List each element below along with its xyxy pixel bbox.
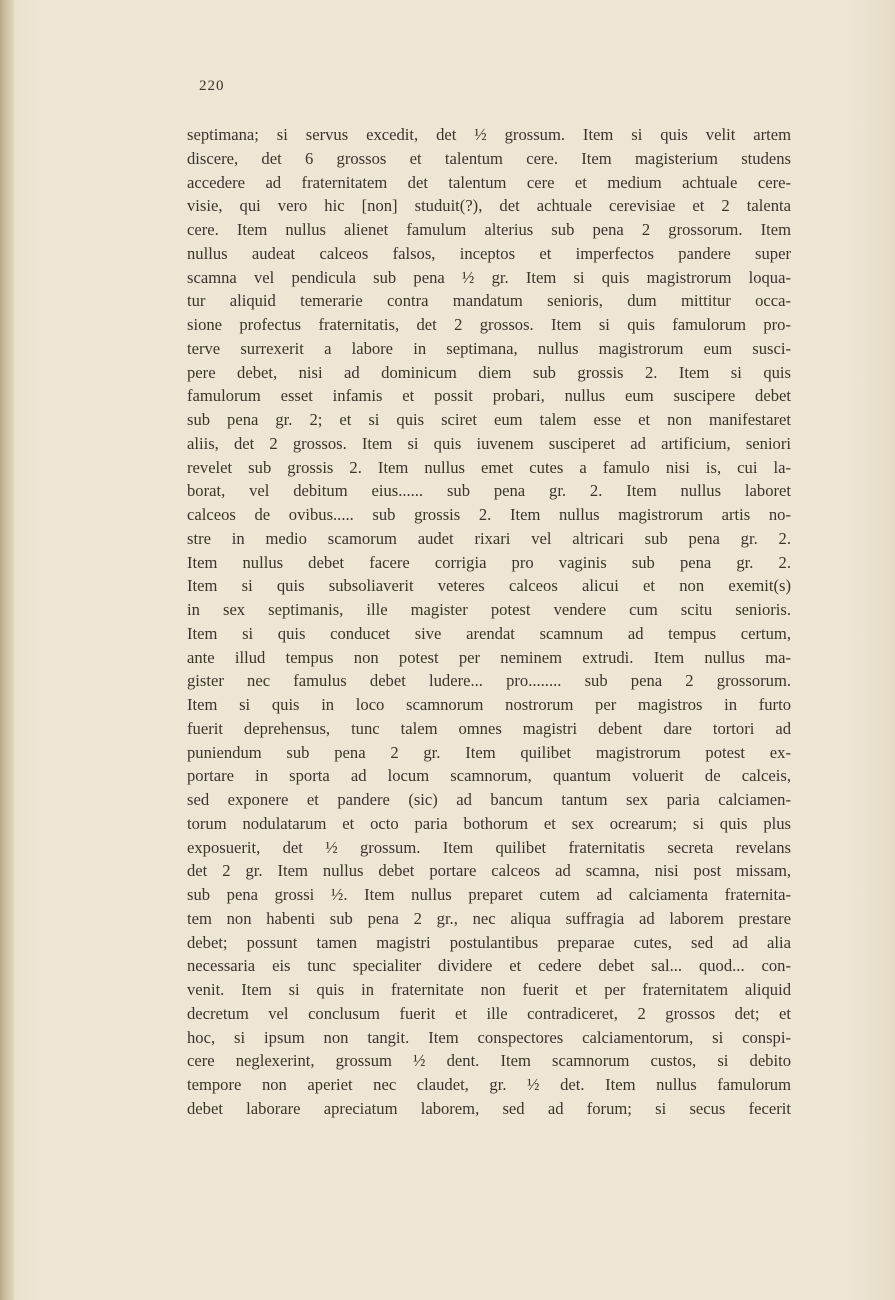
text-line: revelet sub grossis 2. Item nullus emet cutes a famulo nisi is, cui la- (187, 457, 791, 477)
text-line: Item si quis conducet sive arendat scamnum ad tempus certum, (187, 623, 791, 643)
text-line: borat, vel debitum eius...... sub pena gr. 2. Item nullus laboret (187, 481, 791, 501)
text-line: Item si quis subsoliaverit veteres calceos alicui et non exemit(s) (187, 576, 791, 596)
text-line: sub pena gr. 2; et si quis sciret eum talem esse et non manifestaret (187, 410, 791, 429)
text-line: sub pena grossi ½. Item nullus preparet cutem ad calciamenta fraternita- (187, 885, 791, 904)
text-line: exposuerit, det ½ grossum. Item quilibet fraternitatis secreta revelans (187, 837, 791, 857)
text-line: cere neglexerint, grossum ½ dent. Item scamnorum custos, si debito (187, 1051, 791, 1071)
page-binding-edge (0, 0, 14, 1300)
text-line: portare in sporta ad locum scamnorum, quantum voluerit de calceis, (187, 766, 791, 786)
text-line: accedere ad fraternitatem det talentum cere et medium achtuale cere- (187, 172, 791, 192)
text-line: tur aliquid temerarie contra mandatum senioris, dum mittitur occa- (187, 291, 791, 311)
text-line: torum nodulatarum et octo paria bothorum et sex ocrearum; si quis plus (187, 813, 791, 833)
text-line: in sex septimanis, ille magister potest vendere cum scitu senioris. (187, 600, 791, 619)
text-line: ante illud tempus non potest per neminem extrudi. Item nullus ma- (187, 647, 791, 667)
text-line: hoc, si ipsum non tangit. Item conspectores calciamentorum, si conspi- (187, 1027, 791, 1047)
text-line: calceos de ovibus..... sub grossis 2. Item nullus magistrorum artis no- (187, 505, 791, 524)
text-line: decretum vel conclusum fuerit et ille contradiceret, 2 grossos det; et (187, 1003, 791, 1023)
text-line: Item nullus debet facere corrigia pro vaginis sub pena gr. 2. (187, 552, 791, 572)
text-line: necessaria eis tunc specialiter dividere et cedere debet sal... quod... con- (187, 956, 791, 976)
body-text (187, 123, 791, 1121)
text-line: det 2 gr. Item nullus debet portare calceos ad scamna, nisi post missam, (187, 861, 791, 881)
text-line: visie, qui vero hic [non] studuit(?), det achtuale cerevisiae et 2 talenta (187, 196, 791, 216)
text-line: sione profectus fraternitatis, det 2 grossos. Item si quis famulorum pro- (187, 315, 791, 334)
text-line: discere, det 6 grossos et talentum cere. Item magisterium studens (187, 148, 791, 168)
text-line: terve surrexerit a labore in septimana, nullus magistrorum eum susci- (187, 338, 791, 358)
text-line: famulorum esset infamis et possit probari, nullus eum suscipere debet (187, 386, 791, 406)
text-line: Item si quis in loco scamnorum nostrorum per magistros in furto (187, 695, 791, 714)
text-line: debet laborare apreciatum laborem, sed ad forum; si secus fecerit (187, 1098, 791, 1118)
text-line: tem non habenti sub pena 2 gr., nec aliqua suffragia ad laborem prestare (187, 908, 791, 928)
text-line: fuerit deprehensus, tunc talem omnes magistri debent dare tortori ad (187, 718, 791, 738)
text-line: cere. Item nullus alienet famulum alterius sub pena 2 grossorum. Item (187, 220, 791, 239)
page-number: 220 (199, 78, 225, 94)
text-line: gister nec famulus debet ludere... pro........ sub pena 2 grossorum. (187, 671, 791, 691)
text-line: puniendum sub pena 2 gr. Item quilibet magistrorum potest ex- (187, 742, 791, 762)
text-line: septimana; si servus excedit, det ½ grossum. Item si quis velit artem (187, 125, 791, 144)
text-line: stre in medio scamorum audet rixari vel altricari sub pena gr. 2. (187, 528, 791, 548)
text-line: venit. Item si quis in fraternitate non fuerit et per fraternitatem aliquid (187, 980, 791, 999)
text-line: aliis, det 2 grossos. Item si quis iuvenem susciperet ad artificium, seniori (187, 433, 791, 453)
text-line: tempore non aperiet nec claudet, gr. ½ det. Item nullus famulorum (187, 1075, 791, 1094)
text-line: nullus audeat calceos falsos, inceptos et imperfectos pandere super (187, 243, 791, 263)
text-line: pere debet, nisi ad dominicum diem sub grossis 2. Item si quis (187, 362, 791, 382)
text-line: debet; possunt tamen magistri postulantibus preparae cutes, sed ad alia (187, 932, 791, 952)
text-line: sed exponere et pandere (sic) ad bancum tantum sex paria calciamen- (187, 790, 791, 809)
text-line: scamna vel pendicula sub pena ½ gr. Item si quis magistrorum loqua- (187, 267, 791, 287)
